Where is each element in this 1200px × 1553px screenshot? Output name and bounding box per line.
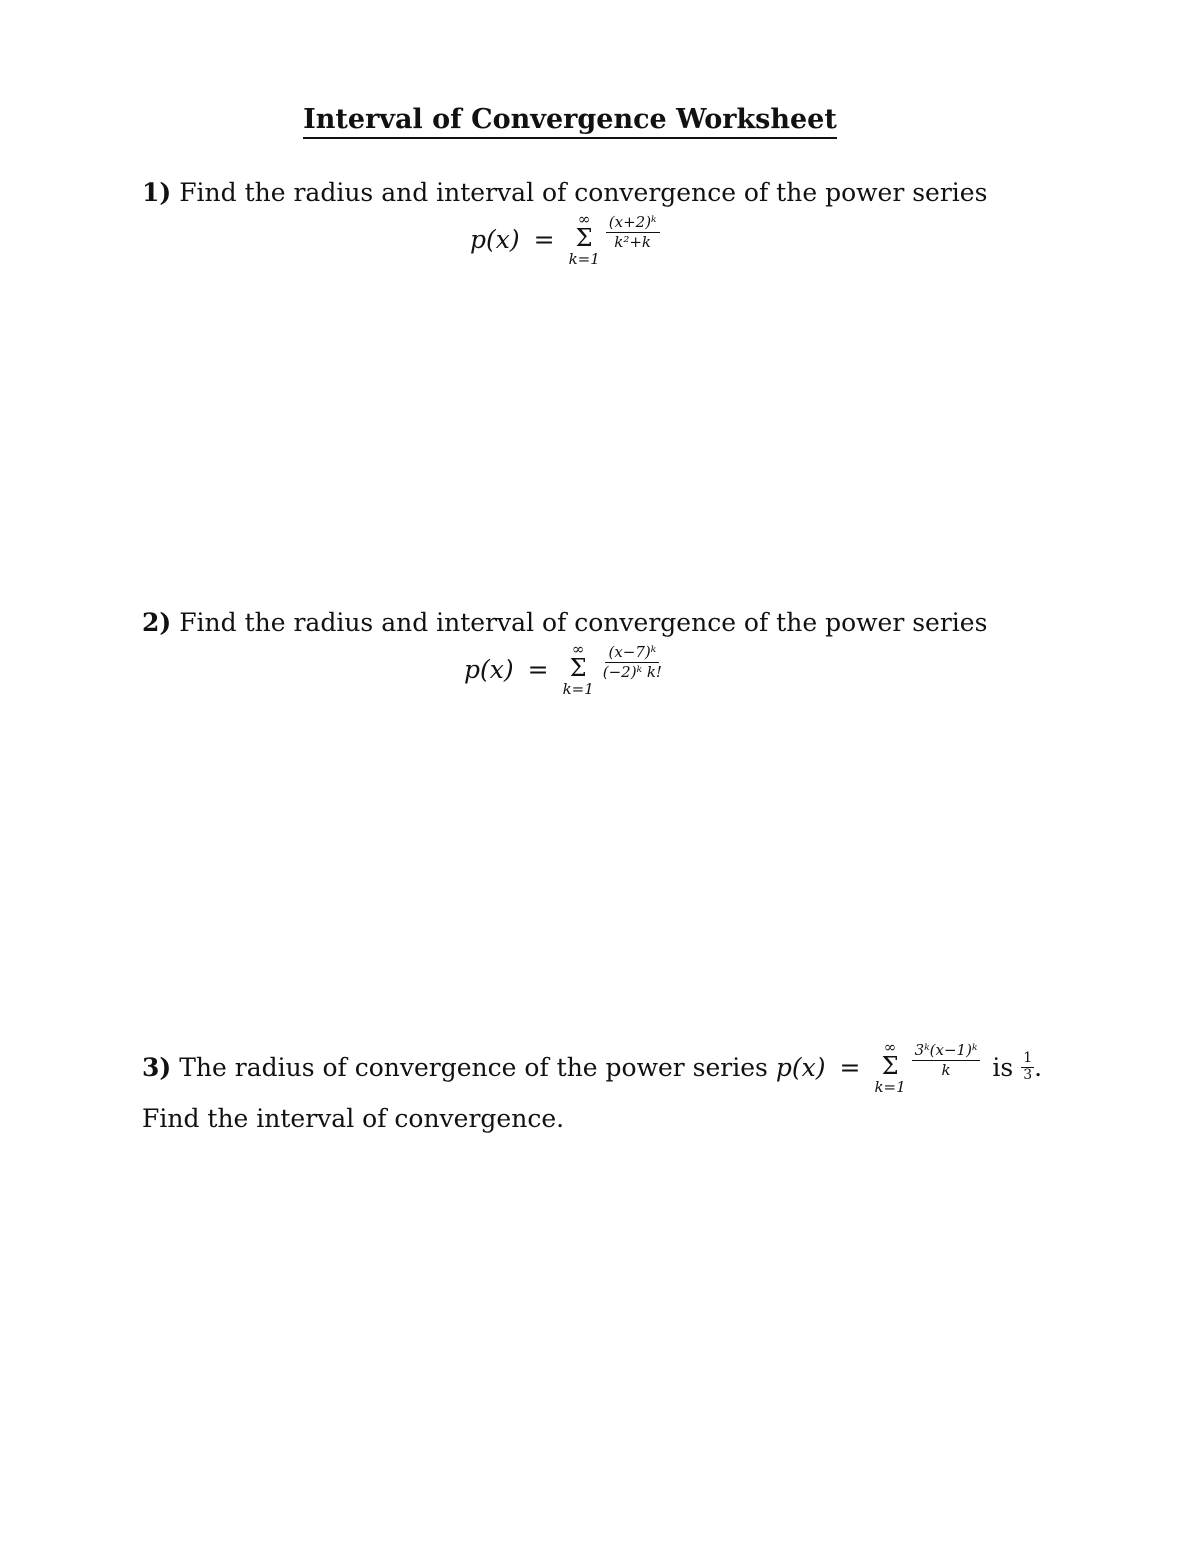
problem-2-formula	[464, 642, 665, 697]
problem-1-equals: =	[533, 224, 555, 254]
problem-2-equals: =	[527, 654, 549, 684]
problem-3-fraction	[912, 1042, 981, 1080]
problem-3-radius-numerator: 1	[1023, 1050, 1033, 1067]
problem-1-sum-lower: k=1	[568, 249, 600, 268]
problem-3-period: .	[1034, 1052, 1043, 1082]
problem-2-summation	[563, 642, 594, 697]
worksheet-title	[0, 104, 1140, 139]
problem-3-is: is	[992, 1052, 1014, 1082]
problem-1-summation	[569, 212, 600, 267]
problem-2-fraction	[600, 644, 665, 682]
problem-3-lhs: p(x)	[775, 1052, 826, 1082]
problem-2-lhs: p(x)	[464, 654, 514, 684]
problem-3-summation	[874, 1040, 905, 1095]
problem-3-text-line-2: Find the interval of convergence.	[142, 1104, 565, 1133]
problem-1-number: 1)	[142, 178, 172, 207]
problem-3-denominator: k	[941, 1060, 951, 1079]
problem-3-statement	[142, 1040, 1042, 1095]
problem-3-sum-lower: k=1	[874, 1077, 906, 1096]
problem-2-sum-lower: k=1	[562, 679, 594, 698]
problem-1-fraction	[606, 214, 660, 252]
problem-3-numerator: 3ᵏ(x−1)ᵏ	[912, 1042, 981, 1061]
problem-3-number: 3)	[142, 1052, 172, 1082]
problem-1-numerator: (x+2)ᵏ	[606, 214, 660, 233]
problem-1-denominator: k²+k	[614, 232, 652, 251]
problem-3-equals: =	[839, 1052, 861, 1082]
problem-2-sum-upper: ∞	[571, 640, 585, 658]
worksheet-title-text: Interval of Convergence Worksheet	[303, 104, 837, 139]
problem-1-formula	[470, 212, 660, 267]
problem-3-radius-fraction	[1021, 1051, 1034, 1083]
problem-2-numerator: (x−7)ᵏ	[605, 644, 659, 663]
problem-1-lhs: p(x)	[470, 224, 520, 254]
problem-2-denominator: (−2)ᵏ k!	[602, 662, 662, 681]
problem-3-formula	[776, 1040, 981, 1095]
problem-1-statement	[142, 178, 987, 207]
problem-3-radius-denominator: 3	[1023, 1066, 1033, 1083]
problem-3-statement-line-2	[142, 1104, 564, 1133]
problem-1-text: Find the radius and interval of convergence of the power series	[179, 178, 988, 207]
problem-2-text: Find the radius and interval of convergence of the power series	[179, 608, 988, 637]
problem-2-number: 2)	[142, 608, 172, 637]
problem-3-text: The radius of convergence of the power series	[179, 1052, 768, 1082]
problem-3-sum-upper: ∞	[883, 1038, 897, 1056]
problem-2-statement	[142, 608, 987, 637]
problem-1-sum-symbol: Σ	[575, 224, 593, 252]
problem-3-sum-symbol: Σ	[881, 1052, 899, 1080]
problem-2-sum-symbol: Σ	[569, 654, 587, 682]
problem-1-sum-upper: ∞	[577, 210, 591, 228]
